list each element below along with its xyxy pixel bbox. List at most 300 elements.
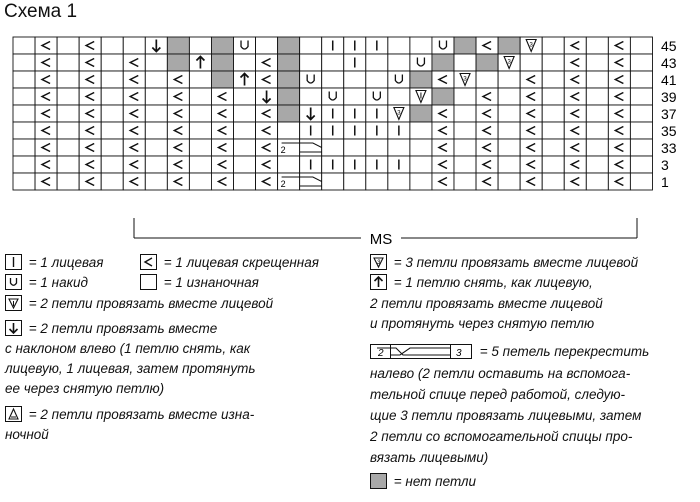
chart-cell — [167, 139, 189, 156]
legend-knit — [5, 253, 103, 272]
legend-purl — [140, 273, 259, 292]
chart-cell — [211, 139, 233, 156]
row-label: 1 — [661, 174, 669, 190]
chart-cell — [454, 37, 476, 54]
chart-cell — [498, 122, 520, 139]
chart-cell — [564, 122, 586, 139]
chart-cell — [35, 88, 57, 105]
chart-cell — [608, 54, 630, 71]
chart-cell — [322, 173, 344, 190]
chart-cell — [344, 139, 366, 156]
chart-cell — [630, 71, 652, 88]
chart-cell — [630, 139, 652, 156]
chart-cell — [13, 156, 35, 173]
legend-p2tog-text-1: = 2 петли провязать вместе изна- — [28, 407, 255, 422]
chart-cell — [586, 37, 608, 54]
chart-cell — [564, 105, 586, 122]
chart-cell — [300, 139, 322, 156]
chart-cell — [101, 156, 123, 173]
chart-cell — [454, 54, 476, 71]
chart-cell — [630, 173, 652, 190]
chart-cell — [542, 105, 564, 122]
chart-cell — [520, 105, 542, 122]
chart-cell — [520, 88, 542, 105]
row-label: 37 — [661, 106, 677, 122]
chart-cell — [167, 54, 189, 71]
chart-cell — [13, 122, 35, 139]
chart-cell — [564, 71, 586, 88]
chart-cell — [300, 88, 322, 105]
legend-p2tog — [5, 405, 254, 424]
chart-cell — [35, 173, 57, 190]
legend-sk2p-text-1: = 1 петлю снять, как лицевую, — [393, 275, 593, 290]
chart-cell — [256, 139, 278, 156]
chart-cell — [388, 173, 410, 190]
chart-cell — [13, 173, 35, 190]
chart-cell — [234, 54, 256, 71]
chart-cell — [322, 139, 344, 156]
chart-cell — [57, 37, 79, 54]
legend-yo — [5, 273, 88, 292]
chart-cell — [35, 139, 57, 156]
chart-cell — [35, 54, 57, 71]
chart-cell — [189, 105, 211, 122]
chart-cell — [322, 88, 344, 105]
chart-cell — [101, 71, 123, 88]
chart-cell — [300, 54, 322, 71]
legend-sk2p — [370, 273, 593, 292]
legend-k3tog-text: = 3 петли провязать вместе лицевой — [393, 255, 639, 270]
chart-cell — [57, 139, 79, 156]
chart-cell — [35, 156, 57, 173]
chart-cell — [432, 173, 454, 190]
chart-cell — [234, 139, 256, 156]
chart-cell — [13, 54, 35, 71]
chart-cell — [564, 37, 586, 54]
legend-cross-2: налево (2 петли оставить на вспомога- — [370, 366, 631, 381]
chart-cell — [79, 88, 101, 105]
chart-cell — [476, 88, 498, 105]
k2tog-icon — [5, 295, 22, 311]
svg-text:3: 3 — [376, 260, 381, 266]
chart-cell — [410, 122, 432, 139]
chart-cell — [498, 173, 520, 190]
chart-cell — [211, 54, 233, 71]
chart-cell — [278, 37, 300, 54]
chart-cell — [476, 71, 498, 88]
chart-cell — [564, 54, 586, 71]
chart-cell — [542, 37, 564, 54]
chart-cell — [13, 88, 35, 105]
chart-cell — [145, 173, 167, 190]
decrease-mark-num: 3 — [529, 42, 533, 49]
chart-cell — [454, 122, 476, 139]
chart-cell — [13, 71, 35, 88]
chart-cell — [498, 139, 520, 156]
chart-cell — [498, 71, 520, 88]
chart-cell — [564, 139, 586, 156]
legend-cross-4: щие 3 петли провязать лицевыми, затем — [370, 408, 642, 423]
chart-cell — [101, 54, 123, 71]
chart-cell — [256, 156, 278, 173]
chart-cell — [366, 139, 388, 156]
k3tog-icon — [370, 254, 387, 270]
chart-cell — [123, 88, 145, 105]
row-label: 39 — [661, 89, 677, 105]
ms-bracket — [134, 218, 637, 248]
chart-cell — [476, 37, 498, 54]
chart-cell — [211, 71, 233, 88]
chart-cell — [189, 122, 211, 139]
chart-cell — [35, 105, 57, 122]
chart-cell — [410, 139, 432, 156]
chart-cell — [13, 37, 35, 54]
chart-cell — [608, 139, 630, 156]
legend-knit-tbl — [140, 253, 319, 272]
decrease-mark-num: 3 — [463, 76, 467, 83]
chart-cell — [542, 54, 564, 71]
chart-cell — [542, 88, 564, 105]
chart-cell — [388, 37, 410, 54]
legend-k3tog — [370, 253, 638, 272]
yarn-over-icon — [5, 274, 22, 290]
chart-cell — [366, 173, 388, 190]
chart-cell — [79, 37, 101, 54]
chart-cell — [520, 71, 542, 88]
chart-cell — [366, 71, 388, 88]
chart-cell — [234, 156, 256, 173]
k2tog-left-icon — [5, 320, 22, 336]
chart-cell — [630, 37, 652, 54]
legend-k2tog-left-4: ее через снятую петлю) — [5, 381, 165, 396]
chart-cell — [388, 54, 410, 71]
cross-num-left: 2 — [280, 179, 286, 189]
legend-k2tog-left — [5, 319, 217, 338]
row-label: 35 — [661, 123, 677, 139]
chart-cell — [608, 105, 630, 122]
chart-cell — [101, 105, 123, 122]
chart-cell — [167, 156, 189, 173]
chart-cell — [586, 156, 608, 173]
chart-cell — [608, 122, 630, 139]
chart-cell — [278, 122, 300, 139]
chart-cell — [256, 105, 278, 122]
chart-title: Схема 1 — [4, 1, 78, 22]
chart-cell — [564, 156, 586, 173]
legend-cross-6: вязать лицевыми) — [370, 450, 489, 465]
chart-cell — [167, 173, 189, 190]
row-label: 45 — [661, 38, 677, 54]
chart-cell — [101, 37, 123, 54]
legend-sk2p-2: 2 петли провязать вместе лицевой — [370, 296, 603, 311]
chart-cell — [630, 105, 652, 122]
chart-cell — [79, 54, 101, 71]
chart-cell — [432, 156, 454, 173]
chart-cell — [123, 173, 145, 190]
chart-cell — [35, 37, 57, 54]
chart-cell — [608, 37, 630, 54]
chart-cell — [256, 71, 278, 88]
chart-cell — [145, 139, 167, 156]
cross-5-icon — [370, 344, 472, 359]
legend-k2tog-left-2: с наклоном влево (1 петлю снять, как — [5, 341, 251, 356]
chart-cell — [476, 139, 498, 156]
row-label: 41 — [661, 72, 677, 88]
chart-cell — [498, 88, 520, 105]
chart-cell — [586, 88, 608, 105]
chart-cell — [476, 105, 498, 122]
chart-cell — [167, 88, 189, 105]
row-label: 33 — [661, 140, 677, 156]
p2tog-icon — [5, 406, 22, 422]
chart-cell — [278, 156, 300, 173]
row-label: 3 — [661, 157, 669, 173]
chart-cell — [278, 54, 300, 71]
chart-cell — [476, 156, 498, 173]
chart-cell — [322, 54, 344, 71]
chart-cell — [101, 122, 123, 139]
legend-cross — [370, 342, 649, 361]
chart-cell — [79, 173, 101, 190]
legend-k2tog-left-text-1: = 2 петли провязать вместе — [28, 321, 218, 336]
chart-cell — [586, 54, 608, 71]
legend-no-stitch-text: = нет петли — [393, 474, 477, 489]
chart-cell — [189, 71, 211, 88]
chart-cell — [57, 173, 79, 190]
legend-knit-tbl-text: = 1 лицевая скрещенная — [163, 255, 319, 270]
chart-cell — [211, 105, 233, 122]
chart-cell — [498, 37, 520, 54]
decrease-mark-num: 3 — [507, 59, 511, 66]
chart-cell — [167, 122, 189, 139]
chart-cell — [520, 139, 542, 156]
chart-cell — [388, 88, 410, 105]
chart-cell — [167, 71, 189, 88]
legend-knit-text: = 1 лицевая — [28, 255, 104, 270]
chart-cell — [300, 173, 322, 190]
chart-cell — [145, 71, 167, 88]
chart-cell — [586, 122, 608, 139]
ms-label: MS — [369, 231, 393, 248]
cross-num-left: 2 — [280, 145, 286, 155]
chart-cell — [454, 173, 476, 190]
chart-cell — [432, 122, 454, 139]
knitting-chart — [0, 0, 700, 250]
chart-cell — [123, 71, 145, 88]
row-label: 43 — [661, 55, 677, 71]
chart-cell — [432, 105, 454, 122]
chart-cell — [344, 173, 366, 190]
chart-cell — [498, 105, 520, 122]
chart-cell — [586, 173, 608, 190]
chart-cell — [256, 54, 278, 71]
chart-cell — [278, 71, 300, 88]
chart-cell — [57, 156, 79, 173]
chart-cell — [123, 156, 145, 173]
legend-no-stitch — [370, 472, 476, 491]
chart-cell — [410, 37, 432, 54]
chart-cell — [366, 54, 388, 71]
chart-cell — [101, 88, 123, 105]
chart-cell — [13, 105, 35, 122]
chart-cell — [79, 122, 101, 139]
chart-cell — [234, 88, 256, 105]
chart-cell — [211, 173, 233, 190]
chart-cell — [630, 156, 652, 173]
chart-cell — [256, 122, 278, 139]
knit-icon — [5, 254, 22, 270]
chart-cell — [366, 88, 388, 105]
chart-cell — [520, 54, 542, 71]
chart-cell — [211, 122, 233, 139]
chart-cell — [101, 139, 123, 156]
chart-cell — [167, 105, 189, 122]
chart-cell — [167, 37, 189, 54]
chart-cell — [410, 54, 432, 71]
chart-cell — [35, 71, 57, 88]
chart-cell — [564, 88, 586, 105]
chart-cell — [410, 105, 432, 122]
chart-cell — [13, 139, 35, 156]
chart-cell — [498, 156, 520, 173]
chart-cell — [432, 88, 454, 105]
chart-cell — [410, 173, 432, 190]
legend-cross-3: тельной спице перед работой, следую- — [370, 387, 626, 402]
chart-cell — [608, 88, 630, 105]
purl-icon — [140, 274, 157, 290]
chart-cell — [476, 122, 498, 139]
chart-cell — [145, 88, 167, 105]
chart-cell — [79, 105, 101, 122]
legend-k2tog-left-3: лицевую, 1 лицевая, затем протянуть — [5, 361, 256, 376]
chart-cell — [57, 105, 79, 122]
legend-cross-text-1: = 5 петель перекрестить — [479, 344, 650, 359]
chart-cell — [432, 71, 454, 88]
chart-cell — [542, 139, 564, 156]
chart-cell — [432, 54, 454, 71]
chart-cell — [344, 71, 366, 88]
chart-cell — [123, 105, 145, 122]
cross-num-2: 2 — [378, 348, 384, 359]
chart-cell — [256, 37, 278, 54]
chart-cell — [542, 122, 564, 139]
chart-cell — [630, 54, 652, 71]
chart-cell — [608, 156, 630, 173]
no-stitch-icon — [370, 473, 387, 489]
chart-cell — [189, 173, 211, 190]
chart-cell — [520, 156, 542, 173]
chart-cell — [211, 88, 233, 105]
chart-cell — [608, 71, 630, 88]
chart-cell — [278, 88, 300, 105]
legend-p2tog-2: ночной — [5, 427, 49, 442]
chart-cell — [608, 173, 630, 190]
chart-cell — [564, 173, 586, 190]
chart-cell — [410, 156, 432, 173]
chart-grid — [13, 37, 652, 190]
legend-k2tog — [5, 294, 273, 313]
chart-cell — [520, 173, 542, 190]
chart-cell — [189, 88, 211, 105]
chart-cell — [432, 37, 454, 54]
chart-cell — [145, 105, 167, 122]
chart-cell — [123, 54, 145, 71]
chart-cell — [123, 122, 145, 139]
chart-cell — [145, 54, 167, 71]
cross-num-3: 3 — [456, 348, 462, 359]
legend-cross-5: 2 петли со вспомогательной спицы про- — [370, 429, 633, 444]
chart-cell — [123, 37, 145, 54]
sk2p-icon — [370, 274, 387, 290]
chart-cell — [35, 122, 57, 139]
chart-cell — [586, 71, 608, 88]
chart-cell — [211, 156, 233, 173]
chart-cell — [234, 122, 256, 139]
chart-cell — [542, 173, 564, 190]
chart-cell — [586, 105, 608, 122]
chart-cell — [189, 37, 211, 54]
chart-cell — [542, 71, 564, 88]
chart-cell — [57, 122, 79, 139]
chart-cell — [388, 139, 410, 156]
chart-cell — [630, 88, 652, 105]
chart-cell — [300, 71, 322, 88]
chart-cell — [145, 122, 167, 139]
legend-sk2p-3: и протянуть через снятую петлю — [370, 316, 595, 331]
chart-cell — [278, 105, 300, 122]
chart-cell — [57, 88, 79, 105]
chart-cell — [410, 71, 432, 88]
chart-cell — [145, 156, 167, 173]
legend-yo-text: = 1 накид — [28, 275, 88, 290]
chart-cell — [189, 139, 211, 156]
row-labels — [661, 38, 677, 190]
legend-k2tog-text: = 2 петли провязать вместе лицевой — [28, 296, 274, 311]
chart-cell — [256, 173, 278, 190]
chart-cell — [542, 156, 564, 173]
chart-cell — [57, 54, 79, 71]
knit-tbl-icon — [140, 254, 157, 270]
chart-cell — [57, 71, 79, 88]
decrease-mark-num: 3 — [397, 110, 401, 117]
chart-cell — [388, 71, 410, 88]
chart-cell — [189, 156, 211, 173]
chart-cell — [322, 71, 344, 88]
legend-purl-text: = 1 изнаночная — [163, 275, 259, 290]
chart-cell — [454, 105, 476, 122]
chart-cell — [586, 139, 608, 156]
chart-cell — [234, 173, 256, 190]
chart-cell — [79, 156, 101, 173]
chart-cell — [476, 54, 498, 71]
chart-cell — [234, 105, 256, 122]
chart-cell — [123, 139, 145, 156]
chart-cell — [211, 37, 233, 54]
chart-cell — [79, 139, 101, 156]
chart-cell — [344, 88, 366, 105]
chart-cell — [454, 156, 476, 173]
chart-cell — [520, 122, 542, 139]
chart-cell — [454, 88, 476, 105]
chart-cell — [432, 139, 454, 156]
chart-cell — [630, 122, 652, 139]
chart-cell — [300, 37, 322, 54]
chart-cell — [476, 173, 498, 190]
chart-cell — [79, 71, 101, 88]
chart-cell — [454, 139, 476, 156]
chart-cell — [234, 37, 256, 54]
chart-cell — [101, 173, 123, 190]
